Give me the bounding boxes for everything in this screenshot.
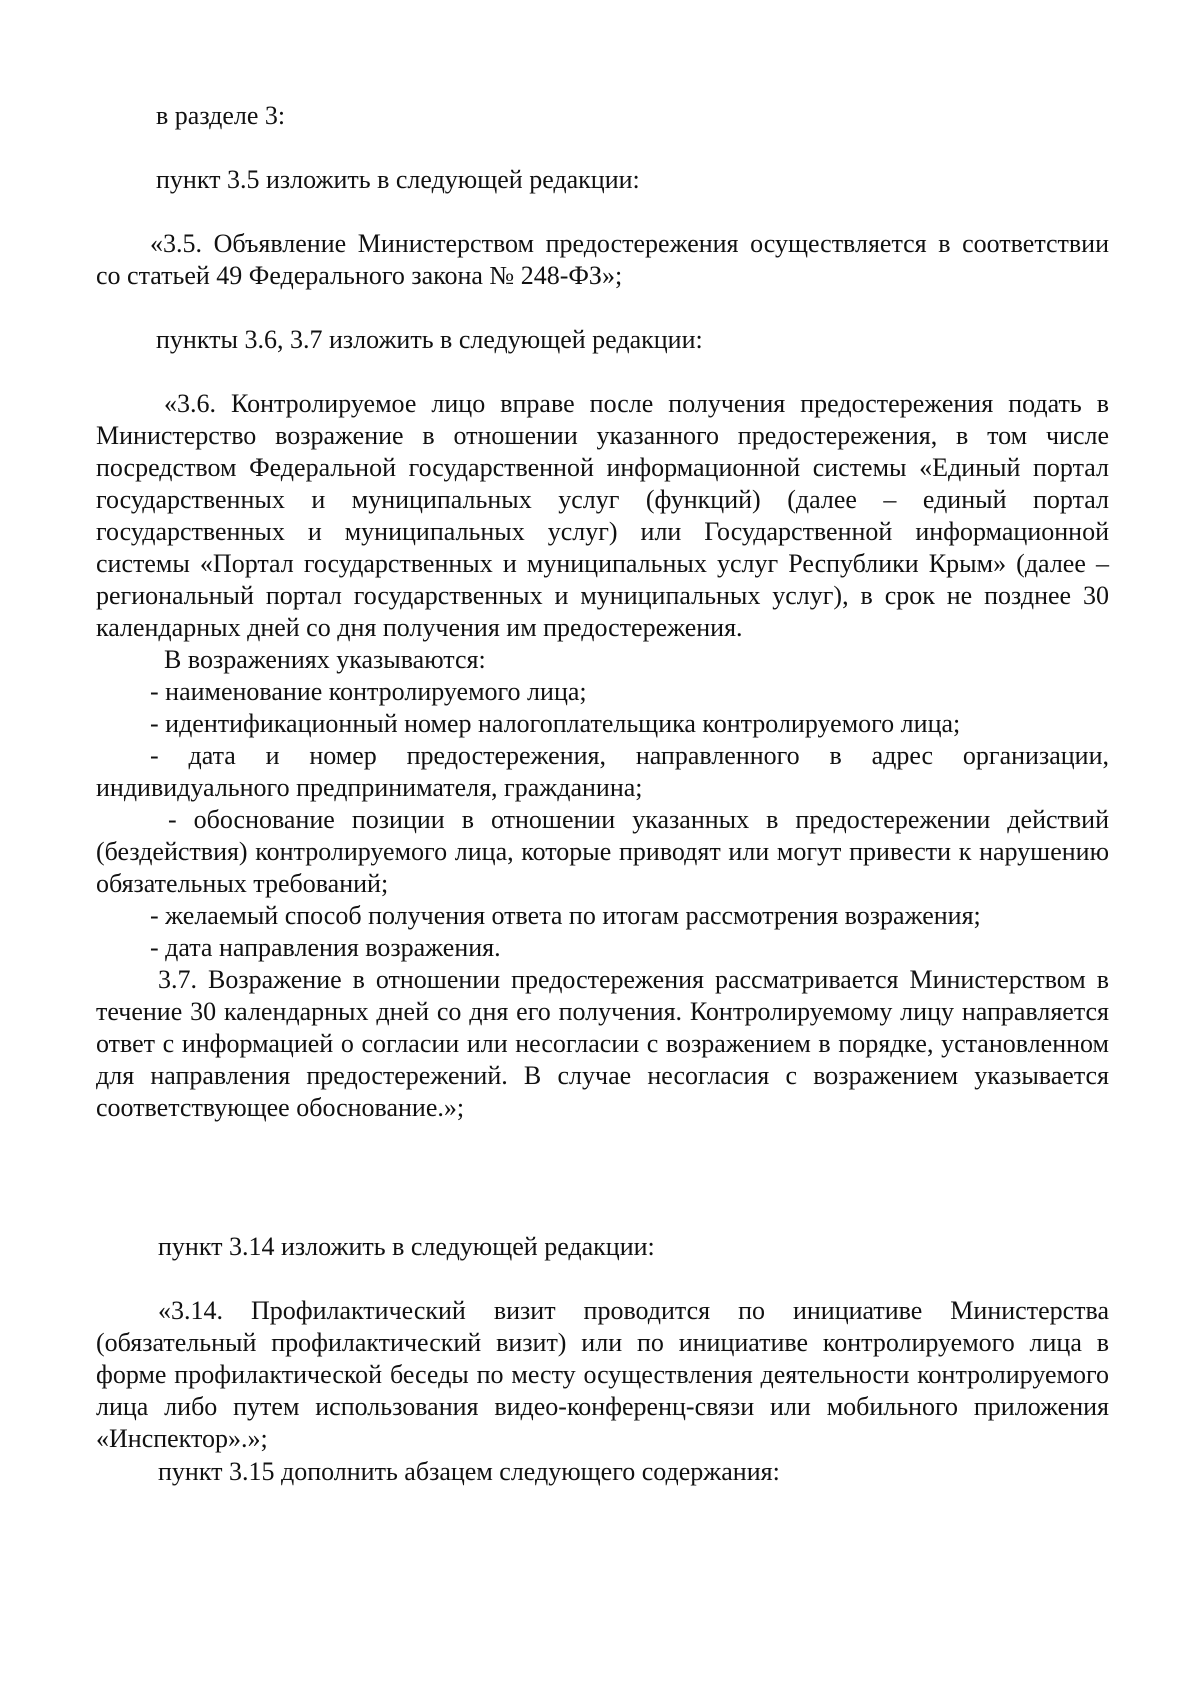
item-3-5-intro-block bbox=[96, 164, 1109, 196]
paragraph-item-3-14-intro: пункт 3.14 изложить в следующей редакции: bbox=[158, 1232, 655, 1261]
paragraph-item-3-5-intro: пункт 3.5 изложить в следующей редакции: bbox=[156, 165, 640, 194]
list-item-name: - наименование контролируемого лица; bbox=[150, 677, 587, 706]
item-3-15-intro-block bbox=[96, 1456, 1109, 1488]
paragraph-item-3-5-text: «3.5. Объявление Министерством предостережения осуществляется в соответствии со статьей 49 Федерального закона № 248-ФЗ»; bbox=[96, 229, 1109, 290]
paragraph-item-3-15-intro: пункт 3.15 дополнить абзацем следующего содержания: bbox=[158, 1457, 780, 1486]
paragraph-items-3-6-3-7-intro: пункты 3.6, 3.7 изложить в следующей редакции: bbox=[156, 325, 703, 354]
paragraph-section-3: в разделе 3: bbox=[156, 101, 286, 130]
paragraph-objections-list-intro: В возражениях указываются: bbox=[164, 645, 486, 674]
list-item-justification: - обоснование позиции в отношении указанных в предостережении действий (бездействия) контролируемого лица, которые приводят или могут привести к нарушению обязательных требований; bbox=[96, 805, 1109, 898]
items-3-6-3-7-text-block bbox=[96, 388, 1109, 1124]
items-3-6-3-7-intro-block bbox=[96, 324, 1109, 356]
item-3-14-text-block bbox=[96, 1295, 1109, 1455]
section-heading-block bbox=[96, 100, 1109, 132]
list-item-direction-date: - дата направления возражения. bbox=[150, 933, 501, 962]
list-item-inn: - идентификационный номер налогоплательщика контролируемого лица; bbox=[150, 709, 961, 738]
paragraph-item-3-6-text: «3.6. Контролируемое лицо вправе после получения предостережения подать в Министерство возражение в отношении указанного предостережения, в том числе посредством Федеральной государственной информационной системы «Единый портал государственных и муниципальных услуг (функций) (далее – единый портал государственных и муниципальных услуг) или Государственной информационной системы «Портал государственных и муниципальных услуг Республики Крым» (далее – региональный портал государственных и муниципальных услуг), в срок не позднее 30 календарных дней со дня получения им предостережения. bbox=[96, 389, 1109, 642]
item-3-5-text-block bbox=[96, 228, 1109, 292]
list-item-date-number: - дата и номер предостережения, направленного в адрес организации, индивидуального предпринимателя, гражданина; bbox=[96, 741, 1109, 802]
item-3-14-intro-block bbox=[96, 1231, 1109, 1263]
paragraph-item-3-14-text: «3.14. Профилактический визит проводится по инициативе Министерства (обязательный профилактический визит) или по инициативе контролируемого лица в форме профилактической беседы по месту осуществления деятельности контролируемого лица либо путем использования видео-конференц-связи или мобильного приложения «Инспектор».»; bbox=[96, 1296, 1109, 1453]
paragraph-item-3-7-text: 3.7. Возражение в отношении предостережения рассматривается Министерством в течение 30 календарных дней со дня его получения. Контролируемому лицу направляется ответ с информацией о согласии или несогласии с возражением в порядке, установленном для направления предостережений. В случае несогласия с возражением указывается соответствующее обоснование.»; bbox=[96, 965, 1109, 1122]
list-item-response-method: - желаемый способ получения ответа по итогам рассмотрения возражения; bbox=[150, 901, 981, 930]
